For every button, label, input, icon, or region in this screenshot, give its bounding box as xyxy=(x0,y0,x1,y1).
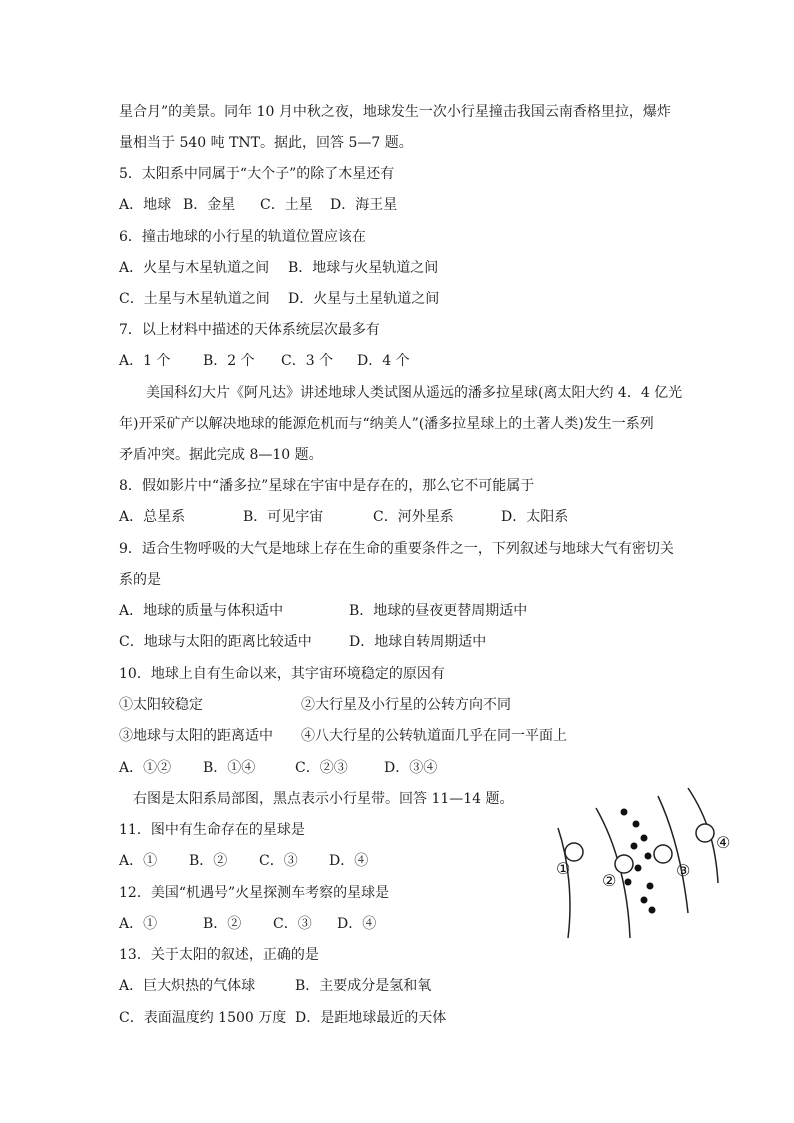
q7-option-a: A．1 个 xyxy=(119,353,171,369)
q9-option-a: A．地球的质量与体积适中 xyxy=(119,603,284,619)
asteroid-dot xyxy=(621,809,628,816)
q10-option-b: B．①④ xyxy=(203,760,256,776)
q5-option-a: A．地球 xyxy=(119,197,172,213)
planet-label-2: ② xyxy=(602,871,617,890)
q12-option-d: D．④ xyxy=(337,916,377,932)
q7-option-b: B．2 个 xyxy=(203,353,255,369)
asteroid-dot xyxy=(633,821,640,828)
q9-option-d: D．地球自转周期适中 xyxy=(349,634,487,650)
planet-label-3: ③ xyxy=(676,861,691,880)
planet-3 xyxy=(654,845,672,863)
q12-option-c: C．③ xyxy=(273,916,312,932)
solar-system-diagram xyxy=(538,788,744,940)
q12-stem: 12．美国“机遇号”火星探测车考察的星球是 xyxy=(119,885,390,901)
planet-4 xyxy=(696,824,714,842)
passage2-line-3: 矛盾冲突。据此完成 8—10 题。 xyxy=(119,447,323,463)
q11-stem: 11．图中有生命存在的星球是 xyxy=(119,822,305,838)
q7-option-c: C．3 个 xyxy=(281,353,334,369)
q9-option-b: B．地球的昼夜更替周期适中 xyxy=(349,603,528,619)
q10-option-c: C．②③ xyxy=(295,760,348,776)
asteroid-dot xyxy=(641,835,648,842)
q12-option-b: B．② xyxy=(203,916,242,932)
q13-stem: 13．关于太阳的叙述，正确的是 xyxy=(119,947,319,963)
q11-option-c: C．③ xyxy=(259,853,298,869)
q5-option-b: B．金星 xyxy=(183,197,236,213)
asteroid-dot xyxy=(649,907,656,914)
q10-stem: 10．地球上自有生命以来，其宇宙环境稳定的原因有 xyxy=(119,666,445,682)
q9-stem-line-2: 系的是 xyxy=(119,572,161,588)
q7-stem: 7．以上材料中描述的天体系统层次最多有 xyxy=(119,322,380,338)
planet-2 xyxy=(615,855,633,873)
passage3: 右图是太阳系局部图，黑点表示小行星带。回答 11—14 题。 xyxy=(133,791,514,807)
q11-option-a: A．① xyxy=(119,853,158,869)
passage2-line-2: 年)开采矿产以解决地球的能源危机而与“纳美人”(潘多拉星球上的土著人类)发生一系列 xyxy=(119,416,654,432)
q6-option-c: C．土星与木星轨道之间 xyxy=(119,291,270,307)
q8-stem: 8．假如影片中“潘多拉”星球在宇宙中是存在的，那么它不可能属于 xyxy=(119,478,535,494)
q8-option-d: D．太阳系 xyxy=(501,509,569,525)
q10-statement-4: ④八大行星的公转轨道面几乎在同一平面上 xyxy=(301,728,567,744)
q7-option-d: D．4 个 xyxy=(357,353,410,369)
q5-option-d: D．海王星 xyxy=(330,197,398,213)
q10-option-a: A．①② xyxy=(119,760,172,776)
passage2-line-1: 美国科幻大片《阿凡达》讲述地球人类试图从遥远的潘多拉星球(离太阳大约 4．4 亿光 xyxy=(146,385,683,401)
intro-line-2: 量相当于 540 吨 TNT。据此，回答 5—7 题。 xyxy=(119,135,413,151)
q11-option-b: B．② xyxy=(189,853,228,869)
q11-option-d: D．④ xyxy=(329,853,369,869)
q12-option-a: A．① xyxy=(119,916,158,932)
planet-label-1: ① xyxy=(556,859,571,878)
asteroid-dot xyxy=(641,897,648,904)
q8-option-c: C．河外星系 xyxy=(373,509,454,525)
asteroid-dot xyxy=(645,853,652,860)
q13-option-d: D．是距地球最近的天体 xyxy=(295,1010,447,1026)
intro-line-1: 星合月”的美景。同年 10 月中秋之夜，地球发生一次小行星撞击我国云南香格里拉，爆炸 xyxy=(119,104,671,120)
q5-stem: 5．太阳系中同属于“大个子”的除了木星还有 xyxy=(119,166,395,182)
q9-stem-line-1: 9．适合生物呼吸的大气是地球上存在生命的重要条件之一，下列叙述与地球大气有密切关 xyxy=(119,541,674,557)
q10-statement-3: ③地球与太阳的距离适中 xyxy=(119,728,273,744)
q13-option-c: C．表面温度约 1500 万度 xyxy=(119,1010,287,1026)
q5-option-c: C．土星 xyxy=(260,197,313,213)
q6-option-d: D．火星与土星轨道之间 xyxy=(288,291,440,307)
q6-option-a: A．火星与木星轨道之间 xyxy=(119,260,270,276)
asteroid-dot xyxy=(625,879,632,886)
q13-option-b: B．主要成分是氢和氧 xyxy=(295,978,432,994)
q6-option-b: B．地球与火星轨道之间 xyxy=(288,260,439,276)
q10-option-d: D．③④ xyxy=(384,760,438,776)
q9-option-c: C．地球与太阳的距离比较适中 xyxy=(119,634,312,650)
q6-stem: 6．撞击地球的小行星的轨道位置应该在 xyxy=(119,229,366,245)
q13-option-a: A．巨大炽热的气体球 xyxy=(119,978,256,994)
q8-option-a: A．总星系 xyxy=(119,509,186,525)
asteroid-dot xyxy=(631,843,638,850)
asteroid-dot xyxy=(635,865,642,872)
q8-option-b: B．可见宇宙 xyxy=(243,509,324,525)
planet-label-4: ④ xyxy=(716,833,731,852)
q10-statement-2: ②大行星及小行星的公转方向不同 xyxy=(301,697,511,713)
q10-statement-1: ①太阳较稳定 xyxy=(119,697,203,713)
asteroid-dot xyxy=(647,883,654,890)
